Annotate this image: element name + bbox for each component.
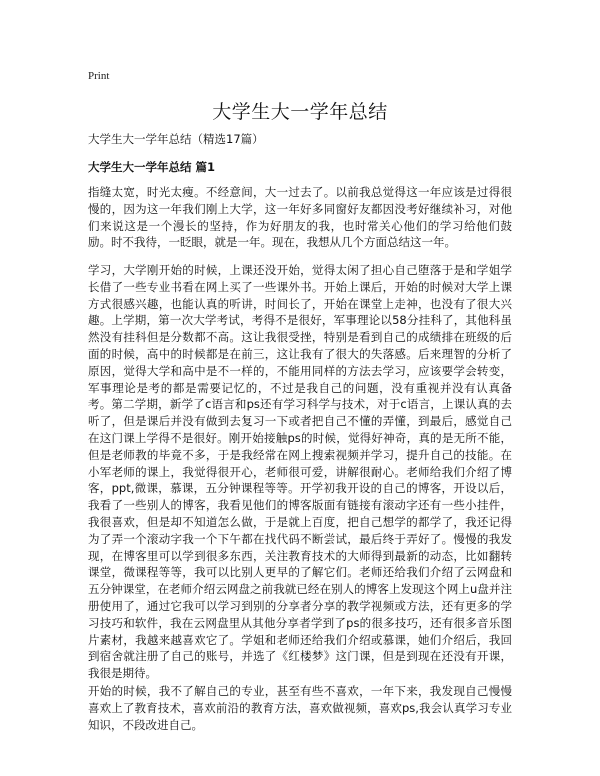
paragraph-study: 学习，大学刚开始的时候，上课还没开始，觉得太闲了担心自己堕落于是和学姐学长借了一些专业书看在网上买了一些课外书。开始上课后，开始的时候对大学上课方式很感兴趣，也能认真的听讲，时间长了，开始在课堂上走神，也没有了很大兴趣。上学期，第一次大学考试，考得不是很好，军事理论以58分挂科了，其他科虽然没有挂科但是分数都不高。这让我很受挫，特别是看到自己的成绩排在班级的后面的时候，高中的时候都是在前三，这让我有了很大的失落感。后来理智的分析了原因，觉得大学和高中是不一样的，不能用同样的方法去学习，应该要学会转变，军事理论是考的都是需要记忆的，不过是我自己的问题，没有重视并没有认真备考。第二学期，新学了c语言和ps还有学习科学与技术，对于c语言，上课认真的去听了，但是课后并没有做到去复习一下或者把自己不懂的弄懂，到最后，感觉自己在这门课上学得不是很好。刚开始接触ps的时候，觉得好神奇，真的是无所不能，但是老师教的毕竟不多，于是我经常在网上搜索视频并学习，提升自己的技能。在小军老师的课上，我觉得很开心，老师很可爱，讲解很耐心。老师给我们介绍了博客，ppt,微课，慕课，五分钟课程等等。开学初我开设的自己的博客，开设以后，我看了一些别人的博客，我看见他们的博客版面有链接有滚动字还有一些小挂件，我很喜欢，但是却不知道怎么做，于是就上百度，把自己想学的都学了，我还记得为了弄一个滚动字我一个下午都在找代码不断尝试，最后终于弄好了。慢慢的我发现，在博客里可以学到很多东西，关注教育技术的大师得到最新的动态，比如翻转课堂，微课程等等，我可以比别人更早的了解它们。老师还给我们介绍了云网盘和五分钟课堂，在老师介绍云网盘之前我就已经在别人的博客上发现这个网上u盘并注册使用了，通过它我可以学习到别的分享者分享的教学视频或方法，还有更多的学习技巧和软件，我在云网盘里从其他分享者学到了ps的很多技巧，还有很多音乐图片素材，我越来越喜欢它了。学姐和老师还给我们介绍或慕课，她们介绍后，我回到宿舍就注册了自己的账号，并选了《红楼梦》这门课，但是到现在还没有开课，我很是期待。 — [88, 263, 512, 681]
print-link[interactable]: Print — [88, 70, 110, 82]
document-subtitle: 大学生大一学年总结（精选17篇） — [88, 132, 264, 146]
paragraph-intro: 指缝太宽，时光太瘦。不经意间，大一过去了。以前我总觉得这一年应该是过得很慢的，因为这一年我们刚上大学，这一年好多同窗好友都因没考好继续补习，对他们来说这是一个漫长的坚持，作为好朋友的我，也时常关心他们的学习给他们鼓励。时不我待，一眨眼，就是一年。现在，我想从几个方面总结这一年。 — [88, 185, 512, 250]
section-heading: 大学生大一学年总结 篇1 — [88, 160, 216, 174]
paragraph-major: 开始的时候，我不了解自己的专业，甚至有些不喜欢，一年下来，我发现自己慢慢喜欢上了教育技术，喜欢前沿的教育方法，喜欢做视频，喜欢ps,我会认真学习专业知识，不段改进自己。 — [88, 684, 512, 732]
document-title: 大学生大一学年总结 — [212, 101, 388, 123]
